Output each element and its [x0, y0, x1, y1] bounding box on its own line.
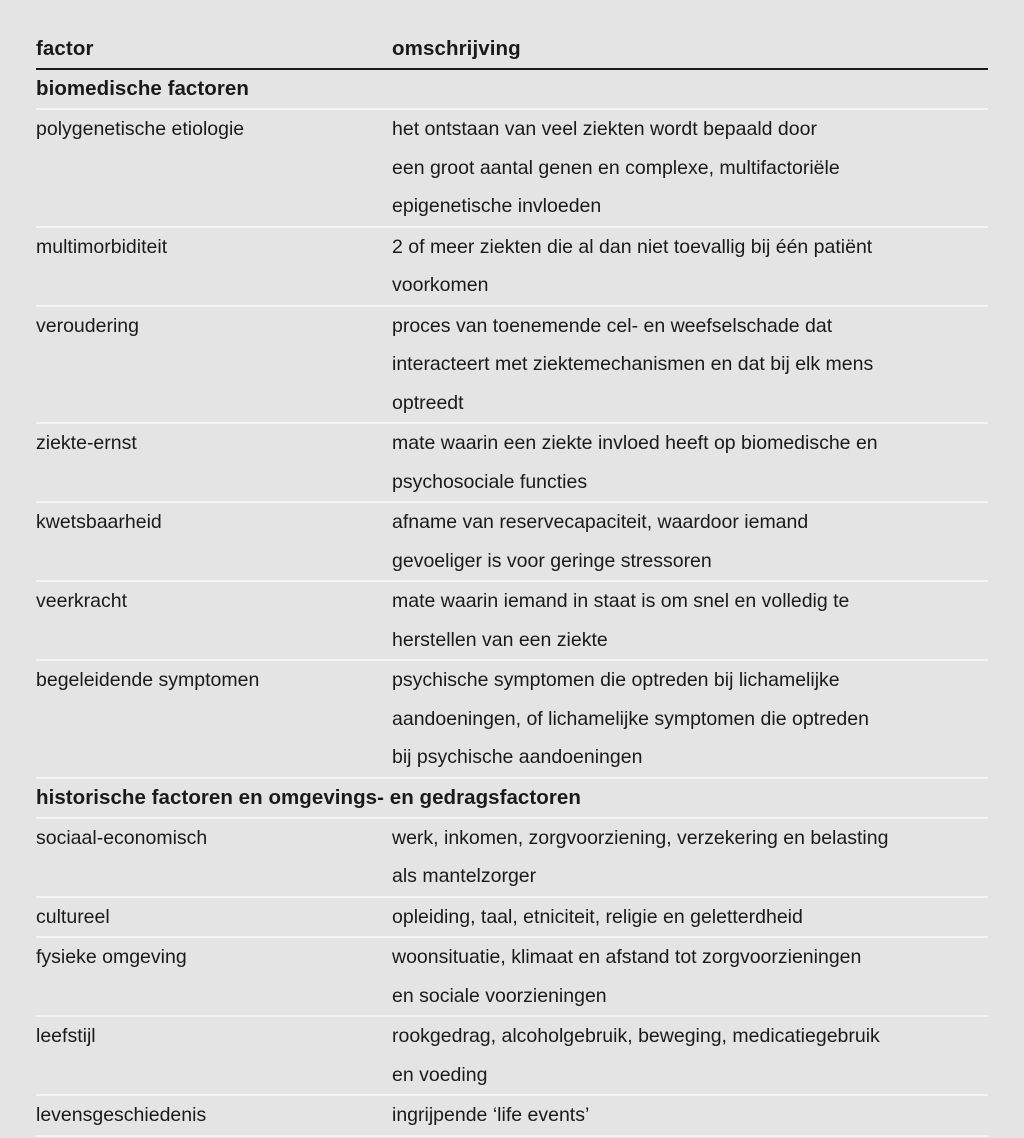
column-header-factor: factor [36, 36, 376, 69]
description-line: proces van toenemende cel- en weefselschade dat [392, 314, 833, 337]
cell-omschrijving [376, 109, 988, 227]
column-header-omschrijving: omschrijving [376, 36, 988, 69]
section-header-row [36, 69, 988, 109]
description-line: 2 of meer ziekten die al dan niet toevallig bij één patiënt [392, 235, 873, 258]
table-body [36, 69, 988, 1136]
table-row [36, 502, 988, 581]
cell-factor: leefstijl [36, 1016, 376, 1095]
description-line: interacteert met ziektemechanismen en dat bij elk mens [392, 353, 874, 375]
cell-omschrijving [376, 660, 988, 778]
description-line: ingrijpende ‘life events’ [392, 1104, 590, 1126]
cell-factor: multimorbiditeit [36, 227, 376, 306]
description-line: mate waarin iemand in staat is om snel en volledig te [392, 590, 850, 612]
description-line: bij psychische aandoeningen [392, 746, 643, 768]
cell-omschrijving [376, 818, 988, 897]
description-line: herstellen van een ziekte [392, 628, 608, 651]
table-row [36, 423, 988, 502]
cell-factor: begeleidende symptomen [36, 660, 376, 778]
cell-factor: levensgeschiedenis [36, 1095, 376, 1136]
description-line: aandoeningen, of lichamelijke symptomen die optreden [392, 707, 869, 730]
description-line: een groot aantal genen en complexe, multifactoriële [392, 156, 840, 179]
cell-factor: kwetsbaarheid [36, 502, 376, 581]
description-line: mate waarin een ziekte invloed heeft op biomedische en [392, 432, 878, 454]
description-line: epigenetische invloeden [392, 195, 602, 217]
factor-omschrijving-table [36, 36, 988, 1137]
cell-omschrijving [376, 502, 988, 581]
table-row [36, 897, 988, 938]
cell-omschrijving [376, 1016, 988, 1095]
description-line: opleiding, taal, etniciteit, religie en geletterdheid [392, 905, 803, 928]
cell-factor: fysieke omgeving [36, 937, 376, 1016]
cell-factor: polygenetische etiologie [36, 109, 376, 227]
description-line: psychische symptomen die optreden bij lichamelijke [392, 669, 840, 691]
cell-omschrijving [376, 937, 988, 1016]
table-row [36, 818, 988, 897]
cell-factor: cultureel [36, 897, 376, 938]
cell-omschrijving [376, 306, 988, 424]
description-line: werk, inkomen, zorgvoorziening, verzekering en belasting [392, 826, 889, 849]
table-row [36, 581, 988, 660]
cell-omschrijving [376, 423, 988, 502]
description-line: voorkomen [392, 274, 489, 296]
table-row [36, 227, 988, 306]
cell-omschrijving [376, 897, 988, 938]
description-line: woonsituatie, klimaat en afstand tot zorgvoorzieningen [392, 946, 862, 968]
cell-omschrijving [376, 227, 988, 306]
cell-factor: veerkracht [36, 581, 376, 660]
description-line: het ontstaan van veel ziekten wordt bepaald door [392, 118, 817, 140]
section-header-label: biomedische factoren [36, 69, 988, 109]
section-header-label: historische factoren en omgevings- en gedragsfactoren [36, 778, 988, 818]
description-line: en sociale voorzieningen [392, 984, 607, 1007]
description-line: en voeding [392, 1063, 488, 1086]
cell-factor: ziekte-ernst [36, 423, 376, 502]
cell-omschrijving [376, 1095, 988, 1136]
description-line: als mantelzorger [392, 865, 537, 887]
table-row [36, 1016, 988, 1095]
description-line: rookgedrag, alcoholgebruik, beweging, medicatiegebruik [392, 1025, 880, 1047]
description-line: optreedt [392, 391, 464, 414]
cell-factor: sociaal-economisch [36, 818, 376, 897]
description-line: afname van reservecapaciteit, waardoor iemand [392, 511, 809, 533]
description-line: gevoeliger is voor geringe stressoren [392, 549, 712, 572]
section-header-row [36, 778, 988, 818]
table-row [36, 1095, 988, 1136]
cell-factor: veroudering [36, 306, 376, 424]
description-line: psychosociale functies [392, 470, 588, 493]
table-row [36, 660, 988, 778]
table-row [36, 937, 988, 1016]
table-header-row [36, 36, 988, 69]
table-row [36, 109, 988, 227]
table-row [36, 306, 988, 424]
cell-omschrijving [376, 581, 988, 660]
table-head [36, 36, 988, 69]
